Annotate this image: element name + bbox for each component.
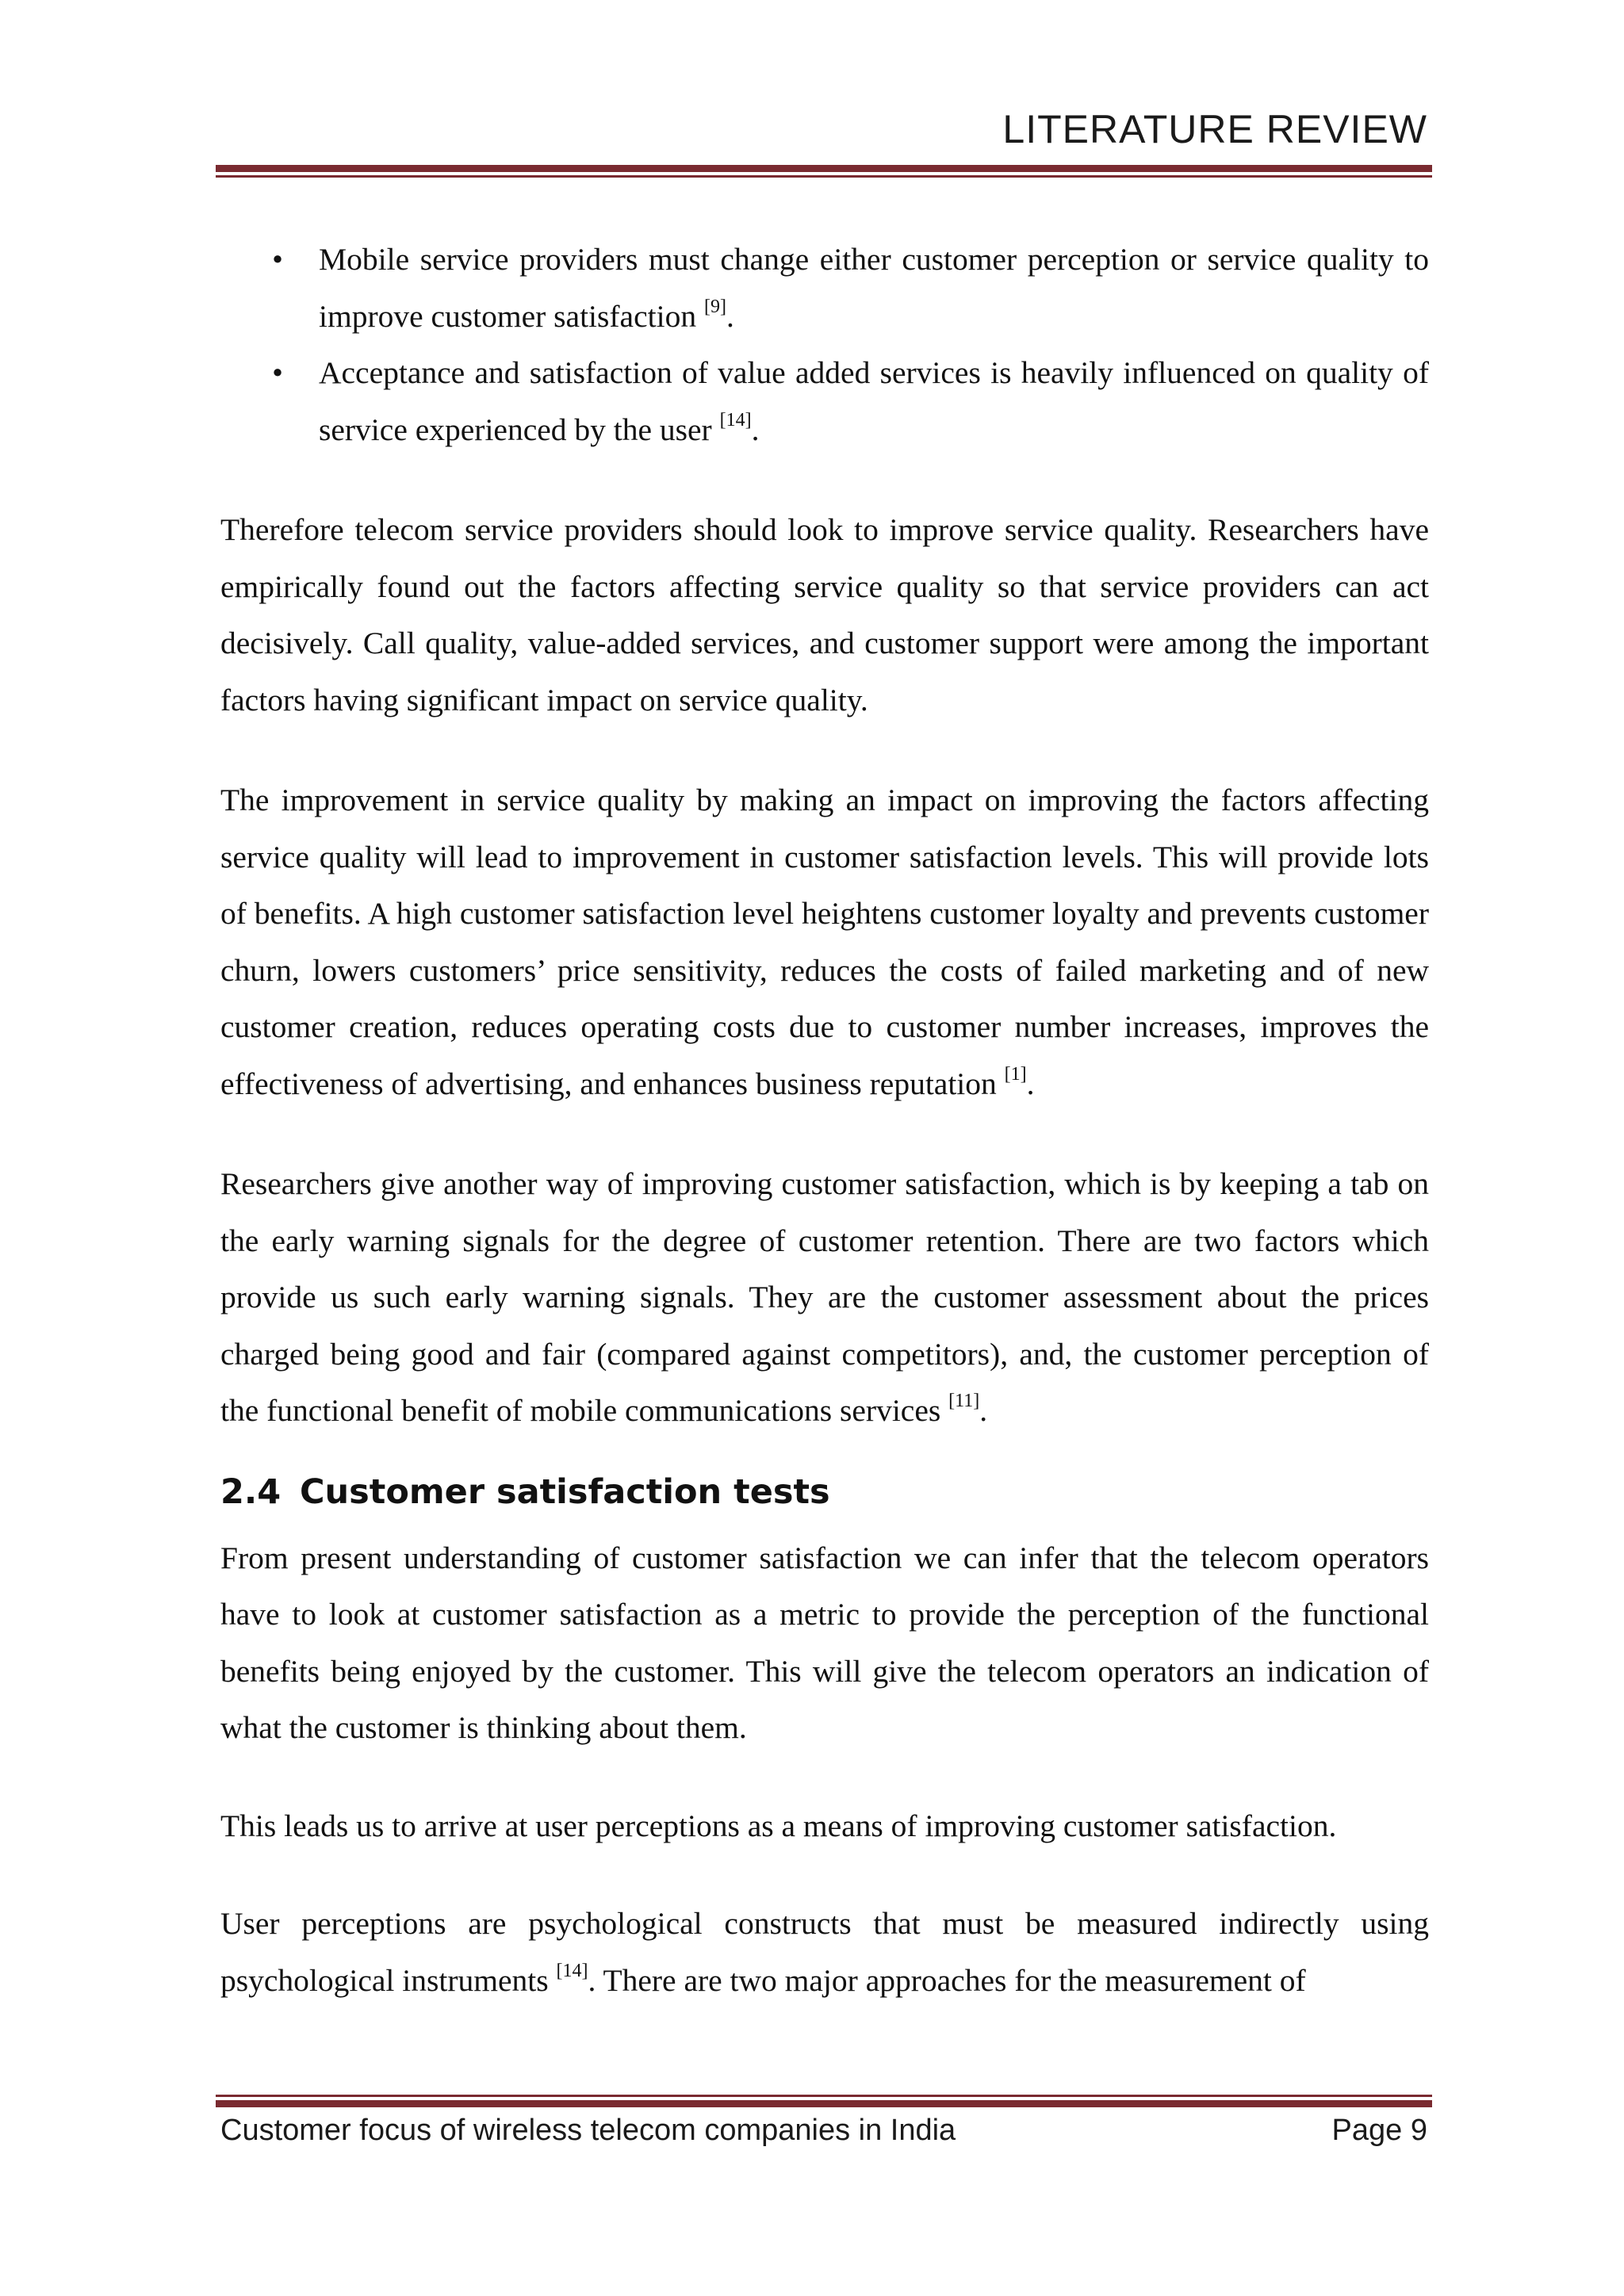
section-number: 2.4 xyxy=(220,1471,282,1512)
paragraph-end: . xyxy=(1026,1066,1035,1101)
bullet-marker: • xyxy=(272,242,283,277)
paragraph-text: Researchers give another way of improving customer satisfaction, which is by keeping a tab on the early warning signals for the degree of customer retention. There are two factors which provide us such early warning signals. They are the customer assessment about the prices charged being good and fair (compared against competitors), and, the customer perception of the functional benefit of mobile communications services xyxy=(220,1166,1429,1428)
bullet-end: . xyxy=(726,298,734,334)
bullet-list xyxy=(220,232,1429,458)
footer-page-number: Page 9 xyxy=(1331,2114,1427,2147)
page-header-title: LITERATURE REVIEW xyxy=(1002,107,1427,151)
spacer xyxy=(220,729,1429,772)
section-title: Customer satisfaction tests xyxy=(300,1471,830,1512)
header-rule-thick xyxy=(216,165,1432,172)
footer-rule-thin xyxy=(216,2095,1432,2097)
paragraph-service-quality: Therefore telecom service providers should look to improve service quality. Researchers have empirically found out the factors affecting service quality so that service providers can act decisively. Call quality, value-added services, and customer support were among the important factors having significant impact on service quality. xyxy=(220,512,1429,718)
bullet-item xyxy=(220,232,1429,345)
header-rule xyxy=(216,165,1432,178)
spacer xyxy=(220,1757,1429,1798)
spacer xyxy=(220,1112,1429,1156)
paragraph-improvement-benefits xyxy=(220,772,1429,1112)
paragraph-text: The improvement in service quality by making an impact on improving the factors affecting service quality will lead to improvement in customer satisfaction levels. This will provide lots of benefits. A high customer satisfaction level heightens customer loyalty and prevents customer churn, lowers customers’ price sensitivity, reduces the costs of failed marketing and of new customer creation, reduces operating costs due to customer number increases, improves the effectiveness of advertising, and enhances business reputation xyxy=(220,783,1429,1101)
paragraph-early-warning xyxy=(220,1156,1429,1440)
bullet-marker: • xyxy=(272,355,283,390)
bullet-text: Acceptance and satisfaction of value added services is heavily influenced on quality of service experienced by the user xyxy=(319,355,1429,447)
paragraph-end: . xyxy=(979,1393,988,1428)
bullet-item xyxy=(220,345,1429,458)
citation-ref: [14] xyxy=(556,1960,588,1981)
paragraph-text: User perceptions are psychological constructs that must be measured indirectly using psychological instruments xyxy=(220,1906,1429,1998)
bullet-end: . xyxy=(751,411,760,447)
footer-rule-thick xyxy=(216,2100,1432,2107)
citation-ref: [9] xyxy=(703,296,726,317)
paragraph-user-perceptions: This leads us to arrive at user perceptions as a means of improving customer satisfaction. xyxy=(220,1808,1337,1843)
footer-rule xyxy=(216,2095,1432,2107)
header-rule-thin xyxy=(216,175,1432,178)
spacer xyxy=(220,1854,1429,1896)
citation-ref: [1] xyxy=(1004,1063,1027,1085)
footer-document-title: Customer focus of wireless telecom companies in India xyxy=(220,2114,956,2147)
citation-ref: [14] xyxy=(719,409,752,430)
citation-ref: [11] xyxy=(948,1391,980,1411)
paragraph-end: . There are two major approaches for the measurement of xyxy=(588,1962,1306,1998)
bullet-text: Mobile service providers must change either customer perception or service quality to improve customer satisfaction xyxy=(319,242,1429,334)
paragraph-metric: From present understanding of customer satisfaction we can infer that the telecom operators have to look at customer satisfaction as a metric to provide the perception of the functional benefits being enjoyed by the customer. This will give the telecom operators an indication of what the customer is thinking about them. xyxy=(220,1540,1429,1745)
paragraph-psychological-constructs xyxy=(220,1896,1429,2009)
spacer xyxy=(220,458,1429,502)
section-heading xyxy=(220,1440,1429,1530)
body-content xyxy=(220,232,1429,2009)
